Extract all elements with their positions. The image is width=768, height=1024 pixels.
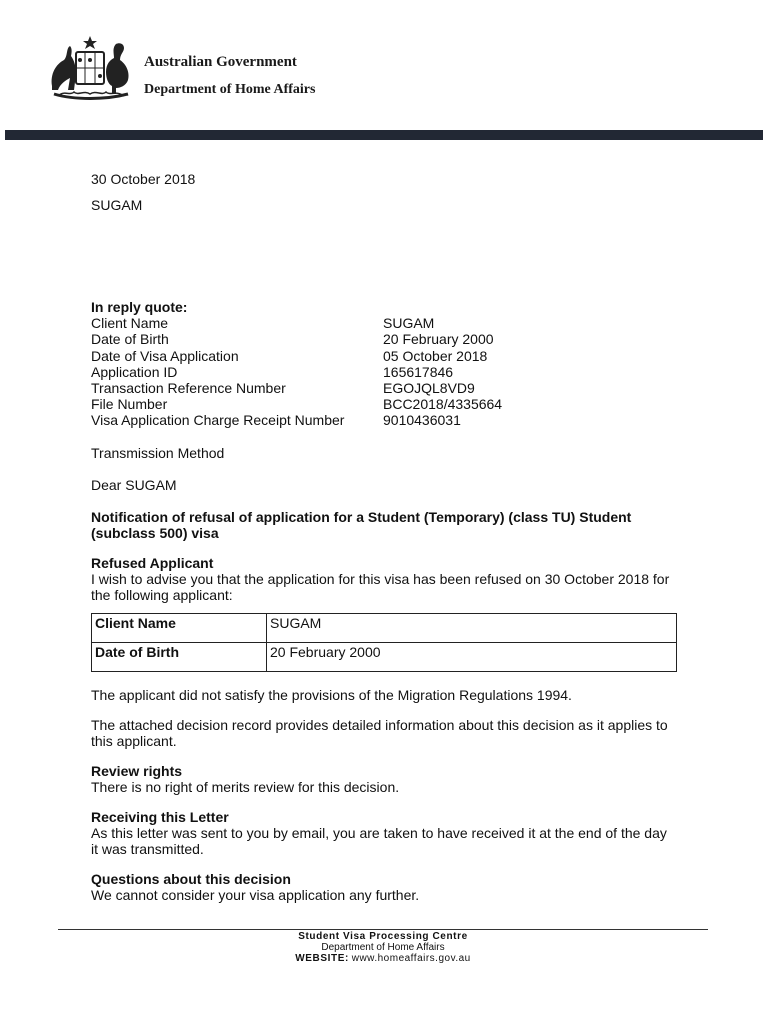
table-row [92, 613, 677, 642]
reply-quote-row [91, 331, 611, 347]
review-text: There is no right of merits review for this decision. [91, 778, 400, 795]
questions-heading: Questions about this decision [91, 870, 291, 887]
reply-quote-row [91, 380, 611, 396]
letter-body [91, 171, 681, 213]
letter-date: 30 October 2018 [91, 171, 196, 187]
reply-quote-value: 9010436031 [383, 412, 461, 429]
regulations-text: The applicant did not satisfy the provisions of the Migration Regulations 1994. [91, 686, 572, 703]
reply-quote-row [91, 412, 611, 428]
footer-website-line [58, 953, 708, 964]
reply-quote-row [91, 348, 611, 364]
footer-dept: Department of Home Affairs [321, 942, 445, 953]
footer-divider [58, 929, 708, 930]
salutation: Dear SUGAM [91, 476, 177, 493]
refused-text: I wish to advise you that the application for this visa has been refused on 30 October 2018 for the following applicant: [91, 570, 670, 603]
reply-quote-value: 20 February 2000 [383, 331, 494, 348]
reply-quote-label: Client Name [91, 315, 169, 332]
transmission-method: Transmission Method [91, 444, 225, 461]
reply-quote-label: Visa Application Charge Receipt Number [91, 412, 345, 429]
notification-title: Notification of refusal of application for a Student (Temporary) (class TU) Student (subclass 500) visa [91, 508, 632, 541]
reply-quote-label: Date of Visa Application [91, 347, 239, 364]
department-name: Department of Home Affairs [144, 82, 316, 97]
receiving-heading: Receiving this Letter [91, 808, 229, 825]
agency-name [144, 54, 315, 98]
reply-quote-value: BCC2018/4335664 [383, 396, 503, 413]
reply-quote-value: EGOJQL8VD9 [383, 379, 475, 396]
applicant-value: SUGAM [267, 613, 677, 642]
reply-quote-row [91, 396, 611, 412]
refused-heading: Refused Applicant [91, 554, 214, 571]
footer-website-label: WEBSITE: [295, 953, 349, 964]
reply-quote-label: Date of Birth [91, 331, 169, 348]
reply-quote-value: 05 October 2018 [383, 347, 488, 364]
reply-quote-heading: In reply quote: [91, 299, 188, 315]
applicant-table [91, 613, 677, 672]
table-row [92, 642, 677, 671]
applicant-label: Client Name [92, 613, 267, 642]
reply-quote-label: File Number [91, 396, 168, 413]
header-band [5, 130, 763, 140]
reply-quote-label: Transaction Reference Number [91, 379, 286, 396]
addressee: SUGAM [91, 197, 143, 213]
footer-website-link[interactable]: www.homeaffairs.gov.au [351, 953, 471, 964]
footer-centre: Student Visa Processing Centre [298, 931, 468, 942]
reply-quote-row [91, 364, 611, 380]
reply-quote-block [91, 299, 670, 903]
reply-quote-label: Application ID [91, 363, 178, 380]
reply-quote-value: 165617846 [383, 363, 454, 380]
receiving-text: As this letter was sent to you by email, you are taken to have received it at the end of the day it was transmitted. [91, 824, 667, 857]
government-name: Australian Government [144, 54, 297, 70]
footer [58, 931, 708, 964]
letterhead [0, 0, 768, 130]
decision-record-text: The attached decision record provides detailed information about this decision as it applies to this applicant. [91, 716, 668, 749]
reply-quote-row [91, 315, 611, 331]
reply-quote-value: SUGAM [383, 315, 435, 332]
coat-of-arms-icon [44, 34, 136, 102]
review-heading: Review rights [91, 762, 183, 779]
applicant-value: 20 February 2000 [267, 642, 677, 671]
applicant-label: Date of Birth [92, 642, 267, 671]
questions-text: We cannot consider your visa application any further. [91, 886, 420, 903]
